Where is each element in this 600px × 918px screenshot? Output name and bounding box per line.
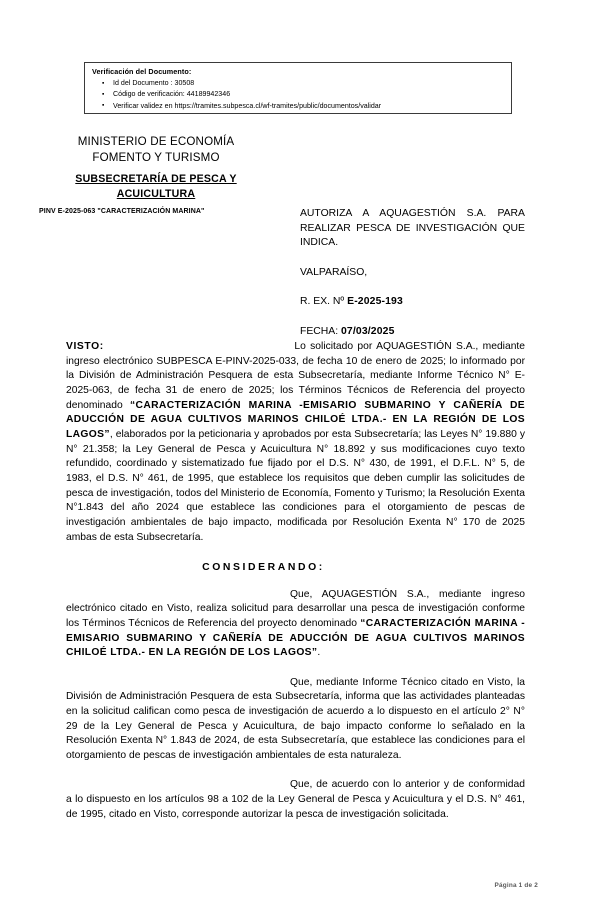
resolution-heading-block: [300, 207, 525, 340]
ministry-name-line-2: FOMENTO Y TURISMO: [92, 151, 220, 165]
resolution-date-value: 07/03/2025: [341, 325, 395, 337]
verification-detail-list: [91, 78, 511, 112]
ministry-name-line-1: MINISTERIO DE ECONOMÍA: [77, 135, 235, 148]
visto-project-title: “CARACTERIZACIÓN MARINA -EMISARIO SUBMARINO Y CAÑERÍA DE ADUCCIÓN DE AGUA CULTIVOS MARINOS CHILOÉ LTDA.- EN LA REGIÓN DE LOS LAGOS”: [66, 399, 526, 440]
visto-lead: [66, 340, 290, 355]
visto-label: VISTO:: [66, 341, 104, 352]
considerando-clause-1: [66, 588, 525, 661]
resolution-subject: AUTORIZA A AQUAGESTIÓN S.A. PARA REALIZAR PESCA DE INVESTIGACIÓN QUE INDICA.: [300, 208, 525, 249]
clause-2-intro: Que, mediante Informe Técnico citado: [290, 676, 469, 688]
considerando-clause-3: [66, 778, 525, 822]
considerando-clause-2: [66, 676, 525, 764]
resolution-number-value: E-2025-193: [347, 296, 403, 308]
clause-3-intro: Que, de acuerdo con lo anterior y de: [290, 779, 465, 791]
page-number-label: Página 1 de 2: [494, 882, 538, 889]
page-footer: [0, 874, 600, 892]
resolution-number-label: R. EX. Nº: [300, 296, 345, 308]
resolution-number-line: [300, 295, 525, 310]
clause-1-body-first: ingreso electrónico citado en Visto, realiza solicitud para desarrollar una pesca de investigación conforme los Términos Técnicos de Referencia del proyecto denominado: [66, 588, 525, 630]
visto-intro: Lo solicitado por: [294, 341, 373, 352]
subsecretariat-name-line-2: ACUICULTURA: [116, 188, 196, 200]
verification-document-id: ▪ Id del Documento : 30508: [113, 78, 511, 89]
clause-1-project-title: “CARACTERIZACIÓN MARINA -EMISARIO SUBMARINO Y CAÑERÍA DE ADUCCIÓN DE AGUA CULTIVOS MARINOS CHILOÉ LTDA.- EN LA REGIÓN DE LOS LAGOS”: [66, 618, 526, 659]
verification-code: ▪ Código de verificación: 44189942346: [113, 89, 511, 100]
considerando-heading: CONSIDERANDO:: [202, 562, 325, 574]
resolution-place: VALPARAÍSO,: [300, 266, 368, 278]
document-verification-box: [84, 62, 512, 114]
letterhead-block: [38, 134, 274, 215]
subsecretariat-name-line-1: SUBSECRETARÍA DE PESCA Y: [75, 173, 237, 186]
visto-paragraph: [66, 340, 525, 545]
clause-2-body: en Visto, la División de Administración Pesquera de esta Subsecretaría, informa que las actividades planteadas en la solicitud califican como pesca de investigación de acuerdo a lo dispuesto en el artículo 2° N° 29 de la Ley General de Pesca y Acuicultura, de bajo impacto conforme lo señalado en la Resolución Exenta N° 1.843 de 2024, de esta Subsecretaría, que establece las condiciones para el otorgamiento de pescas de investigación ambientales de esta naturaleza.: [66, 676, 525, 761]
project-reference-code: PINV E-2025-063 "CARACTERIZACIÓN MARINA": [39, 207, 205, 215]
resolution-date-label: FECHA:: [300, 325, 339, 337]
clause-1-body-second: .: [317, 647, 321, 659]
visto-body-first: AQUAGESTIÓN S.A., mediante ingreso electrónico SUBPESCA E-PINV-2025-033, de fecha 10 de enero de 2025; lo informado por la División de Administración Pesquera de esta Subsecretaría, mediante Informe Técnico N° E-2025-063, de fecha 31 de enero de 2025; los Términos Técnicos de Referencia del proyecto denominado: [66, 341, 526, 411]
verification-box-title: Verificación del Documento:: [92, 67, 192, 76]
visto-body-second: , elaborados por la peticionaria y aprobados por esta Subsecretaría; las Leyes N° 19.880 y N° 21.358; la Ley General de Pesca y Acuicultura N° 18.892 y sus modificaciones cuyo texto refundido, coordinado y sistematizado fue fijado por el D.S. N° 430, de 1991, el D.F.L. N° 5, de 1983, el D.S. N° 461, de 1995, que establece los requisitos que deben cumplir las solicitudes de pesca de investigación, todos del Ministerio de Economía, Fomento y Turismo; la Resolución Exenta N°1.843 del año 2024 que establece las condiciones para el otorgamiento de pescas de investigación ambientales de bajo impacto, modificada por Resolución Exenta N° 170 de 2025 ambas de esta Subsecretaría.: [66, 428, 525, 543]
document-body: [66, 340, 525, 822]
resolution-date-line: [300, 325, 525, 340]
verification-url: ▪ Verificar validez en https://tramites.subpesca.cl/wf-tramites/public/documentos/validar: [113, 101, 511, 112]
clause-3-body: conformidad a lo dispuesto en los artículos 98 a 102 de la Ley General de Pesca y Acuicultura y el D.S. N° 461, de 1995, citado en Visto, corresponde autorizar la pesca de investigación solicitada.: [66, 779, 525, 820]
clause-1-intro: Que, AQUAGESTIÓN S.A., mediante: [290, 588, 482, 600]
